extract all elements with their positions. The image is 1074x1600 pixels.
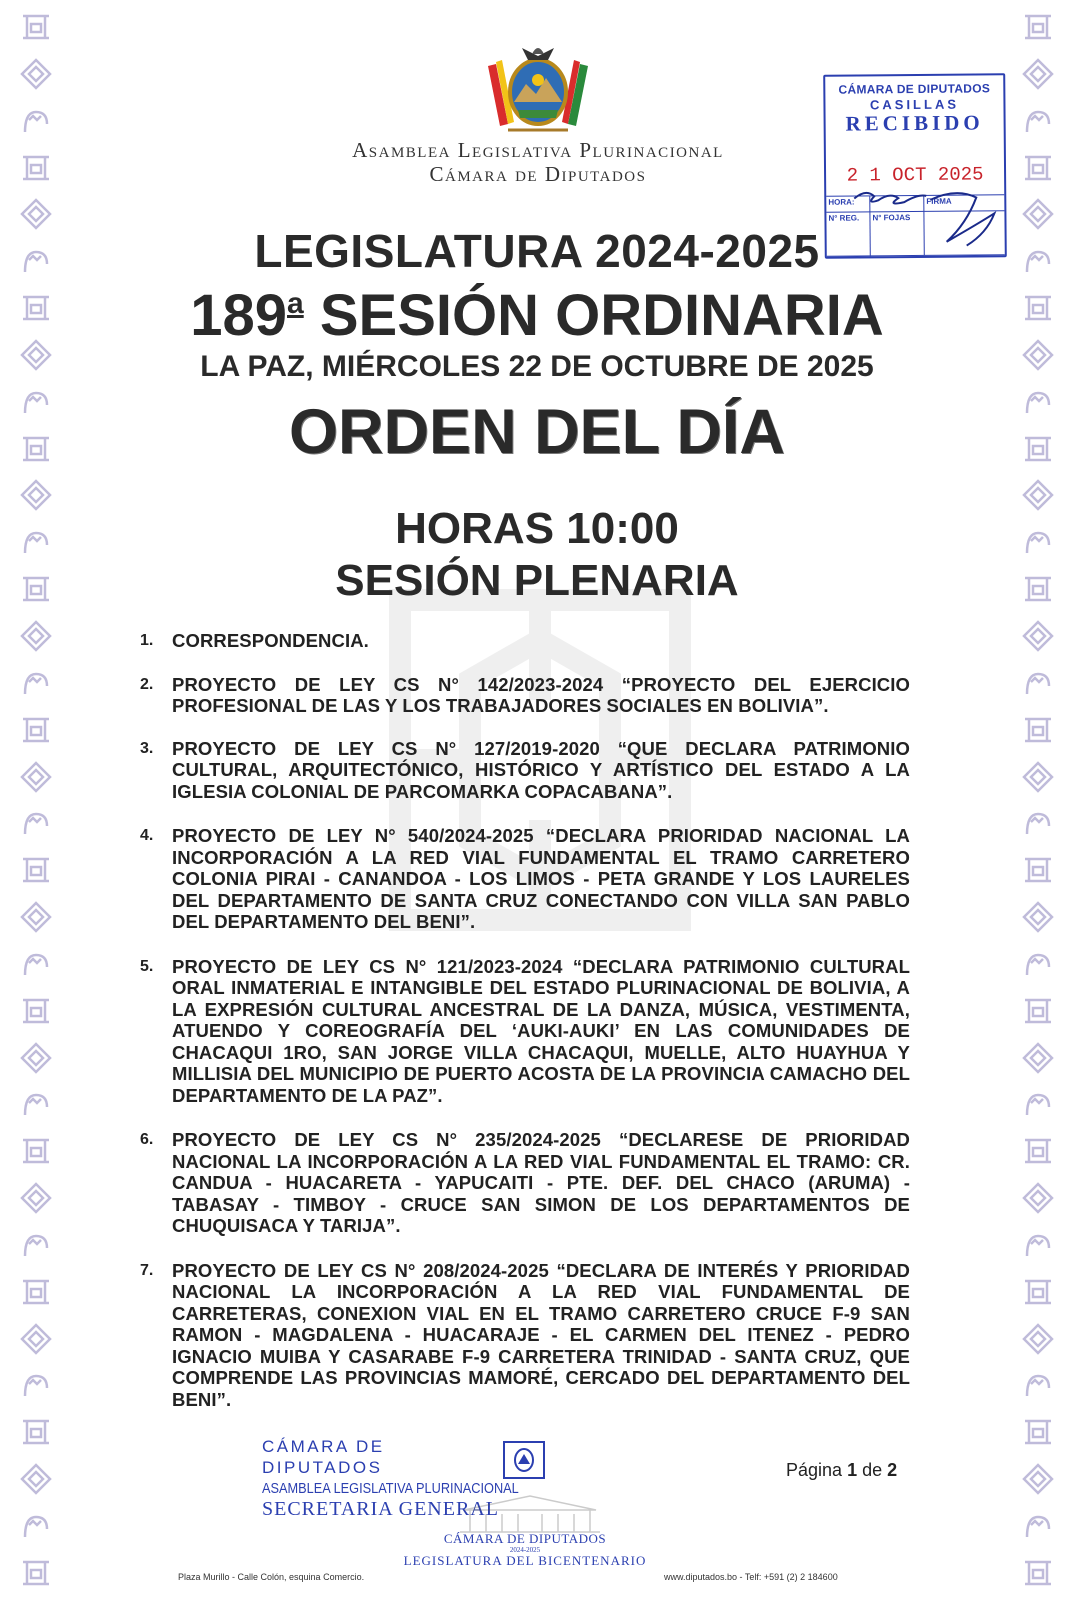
- footer-chamber-name: CÁMARA DE DIPUTADOS: [443, 1531, 607, 1546]
- agenda-item-number: 4.: [140, 827, 154, 844]
- stamp-recibido-label: RECIBIDO: [845, 110, 984, 136]
- agenda-heading: ORDEN DEL DÍA: [289, 397, 785, 467]
- border-motif-icon: [19, 713, 53, 747]
- border-motif-icon: [19, 900, 53, 934]
- session-number: 189: [190, 283, 288, 348]
- border-motif-icon: [1021, 151, 1055, 185]
- org-line-chamber: Cámara de Diputados: [429, 162, 647, 186]
- stamp-date: 2 1 OCT 2025: [846, 163, 984, 187]
- border-motif-icon: [1021, 1462, 1055, 1496]
- border-motif-icon: [1021, 57, 1055, 91]
- session-title: [0, 282, 1074, 349]
- bolivia-coat-of-arms-icon: [478, 36, 598, 136]
- agenda-item-text: PROYECTO DE LEY CS N° 121/2023-2024 “DECLARA PATRIMONIO CULTURAL ORAL INMATERIAL E INTANGIBLE DEL ESTADO PLURINACIONAL DE BOLIVIA, A LA EXPRESIÓN CULTURAL ANCESTRAL DE LA DANZA, MÚSICA, VESTIMENTA, ATUENDO Y COREOGRAFÍA DEL ‘AUKI-AUKI’ EN LAS COMUNIDADES DE CHACAQUI 1RO, SAN JORGE VILLA CHACAQUI, MUELLE, ALTO HUAYHUA Y MILLISIA DEL MUNICIPIO DE PUERTO ACOSTA DE LA PROVINCIA CAMACHO DEL DEPARTAMENTO DE LA PAZ”.: [172, 955, 910, 1106]
- border-motif-icon: [19, 1228, 53, 1262]
- border-motif-icon: [19, 994, 53, 1028]
- session-date: LA PAZ, MIÉRCOLES 22 DE OCTUBRE DE 2025: [200, 350, 874, 383]
- page-label: Página: [786, 1460, 843, 1480]
- session-time: HORAS 10:00: [395, 504, 679, 553]
- border-motif-icon: [19, 1415, 53, 1449]
- agenda-item: [140, 825, 910, 933]
- border-motif-icon: [19, 10, 53, 44]
- border-motif-icon: [19, 104, 53, 138]
- border-motif-icon: [19, 1134, 53, 1168]
- agenda-item: [140, 1129, 910, 1237]
- stamp-hora-label: HORA:: [826, 196, 870, 212]
- session-type: SESIÓN PLENARIA: [335, 556, 739, 605]
- footer-contact: www.diputados.bo - Telf: +591 (2) 2 184600: [664, 1572, 838, 1582]
- border-motif-icon: [19, 1181, 53, 1215]
- agenda-item-text: PROYECTO DE LEY N° 540/2024-2025 “DECLARA PRIORIDAD NACIONAL LA INCORPORACIÓN A LA RED VIAL FUNDAMENTAL EL TRAMO CARRETERO COLONIA PIRAI - CANANDOA - LOS LIMOS - PETA GRANDE Y LOS LAURELES DEL DEPARTAMENTO DE SANTA CRUZ CONECTANDO CON VILLA SAN PABLO DEL DEPARTAMENTO DEL BENI”.: [172, 825, 910, 932]
- agenda-item-text: PROYECTO DE LEY CS N° 235/2024-2025 “DECLARESE DE PRIORIDAD NACIONAL LA INCORPORACIÓN A LA RED VIAL FUNDAMENTAL EL TRAMO: CR. CANDUA - HUACARETA - YAPUCAITI - PTE. DEF. DEL CHACO (ARUMA) - TABASAY - TIMBOY - CRUCE SAN SIMON DE LOS DEPARTAMENTOS DE CHUQUISACA Y TARIJA”.: [172, 1129, 910, 1236]
- agenda-item: [140, 630, 910, 652]
- organization-header: [270, 138, 806, 186]
- agenda-item-text: PROYECTO DE LEY CS N° 208/2024-2025 “DECLARA DE INTERÉS Y PRIORIDAD NACIONAL LA INCORPORACIÓN A LA RED VIAL FUNDAMENTAL DE CARRETERAS, CONEXION VIAL EN EL TRAMO CARRETERO CRUCE F-9 SAN RAMON - MAGDALENA - HUACARAJE - EL CARMEN DEL ITENEZ - PEDRO IGNACIO MUIBA Y CASARABE F-9 CARRETERA TRINIDAD - SANTA CRUZ, QUE COMPRENDE LAS PROVINCIAS MAMORÉ, CERCADO DEL DEPARTAMENTO DEL BENI”.: [172, 1259, 910, 1410]
- border-motif-icon: [1021, 713, 1055, 747]
- stamp-nreg-label: N° REG.: [826, 212, 870, 256]
- border-motif-icon: [1021, 760, 1055, 794]
- border-motif-icon: [1021, 1041, 1055, 1075]
- border-motif-icon: [1021, 619, 1055, 653]
- agenda-item-number: 2.: [140, 675, 154, 693]
- agenda-item: [140, 738, 910, 803]
- stamp-firma-label: FIRMA: [924, 195, 1004, 212]
- agenda-item-text: CORRESPONDENCIA.: [172, 630, 369, 651]
- border-motif-icon: [19, 1462, 53, 1496]
- session-ordinal-suffix: a: [287, 287, 304, 320]
- border-motif-icon: [1021, 1134, 1055, 1168]
- agenda-item-text: PROYECTO DE LEY CS N° 127/2019-2020 “QUE DECLARA PATRIMONIO CULTURAL, ARQUITECTÓNICO, HISTÓRICO Y ARTÍSTICO DEL ESTADO A LA IGLESIA COLONIAL DE PARCOMARKA COPACABANA”.: [172, 737, 910, 802]
- agenda-item-text: PROYECTO DE LEY CS N° 142/2023-2024 “PROYECTO DEL EJERCICIO PROFESIONAL DE LAS Y LOS TRABAJADORES SOCIALES EN BOLIVIA”.: [172, 673, 910, 716]
- border-motif-icon: [1021, 994, 1055, 1028]
- border-motif-icon: [1021, 1228, 1055, 1262]
- border-motif-icon: [19, 1322, 53, 1356]
- border-motif-icon: [1021, 806, 1055, 840]
- border-motif-icon: [19, 1509, 53, 1543]
- border-motif-icon: [19, 619, 53, 653]
- seal-secretaria-line: SECRETARIA GENERAL: [262, 1498, 499, 1520]
- border-motif-icon: [1021, 104, 1055, 138]
- border-motif-icon: [19, 1275, 53, 1309]
- legislature-title: LEGISLATURA 2024-2025: [254, 225, 820, 277]
- border-motif-icon: [1021, 1181, 1055, 1215]
- agenda-item-number: 6.: [140, 1131, 154, 1148]
- seal-emblem-icon: [500, 1440, 548, 1480]
- border-motif-icon: [1021, 10, 1055, 44]
- border-motif-icon: [19, 1556, 53, 1590]
- border-motif-icon: [19, 1041, 53, 1075]
- border-motif-icon: [19, 151, 53, 185]
- border-motif-icon: [1021, 1415, 1055, 1449]
- footer-chamber-logo: [400, 1532, 650, 1568]
- border-motif-icon: [1021, 1087, 1055, 1121]
- page-total: 2: [887, 1460, 898, 1480]
- border-motif-icon: [19, 57, 53, 91]
- session-label: SESIÓN ORDINARIA: [303, 283, 884, 348]
- agenda-item: [140, 674, 910, 717]
- border-motif-icon: [19, 666, 53, 700]
- border-motif-icon: [1021, 666, 1055, 700]
- border-motif-icon: [1021, 1322, 1055, 1356]
- border-motif-icon: [1021, 853, 1055, 887]
- agenda-item-number: 5.: [140, 957, 154, 975]
- footer-bicentenario: LEGISLATURA DEL BICENTENARIO: [403, 1553, 647, 1568]
- seal-assembly-line: ASAMBLEA LEGISLATIVA PLURINACIONAL: [262, 1480, 519, 1497]
- footer-chamber-years: 2024-2025: [509, 1546, 541, 1554]
- stamp-casillas-label: CASILLAS: [869, 96, 960, 113]
- agenda-item-number: 3.: [140, 739, 154, 757]
- page-number: [786, 1460, 897, 1481]
- stamp-nfojas-label: N° FOJAS: [870, 212, 924, 256]
- border-motif-icon: [1021, 1368, 1055, 1402]
- agenda-item: [140, 1260, 910, 1411]
- footer-address: Plaza Murillo - Calle Colón, esquina Comercio.: [178, 1572, 365, 1582]
- border-motif-icon: [19, 760, 53, 794]
- page-current: 1: [847, 1460, 858, 1480]
- border-motif-icon: [1021, 947, 1055, 981]
- border-motif-icon: [19, 853, 53, 887]
- border-motif-icon: [1021, 900, 1055, 934]
- agenda-item-number: 1.: [140, 632, 154, 649]
- border-motif-icon: [19, 806, 53, 840]
- seal-chamber-line: CÁMARA DE DIPUTADOS: [262, 1437, 385, 1477]
- border-motif-icon: [1021, 1275, 1055, 1309]
- border-motif-icon: [19, 1368, 53, 1402]
- border-motif-icon: [1021, 1509, 1055, 1543]
- agenda-list: [140, 630, 910, 1410]
- border-motif-icon: [19, 947, 53, 981]
- border-motif-icon: [1021, 1556, 1055, 1590]
- border-motif-icon: [19, 1087, 53, 1121]
- org-line-assembly: Asamblea Legislativa Plurinacional: [352, 138, 724, 162]
- stamp-chamber-label: CÁMARA DE DIPUTADOS: [838, 81, 991, 97]
- page-of: de: [862, 1460, 883, 1480]
- legislative-building-icon: [450, 1488, 610, 1536]
- agenda-item: [140, 956, 910, 1107]
- agenda-item-number: 7.: [140, 1261, 154, 1279]
